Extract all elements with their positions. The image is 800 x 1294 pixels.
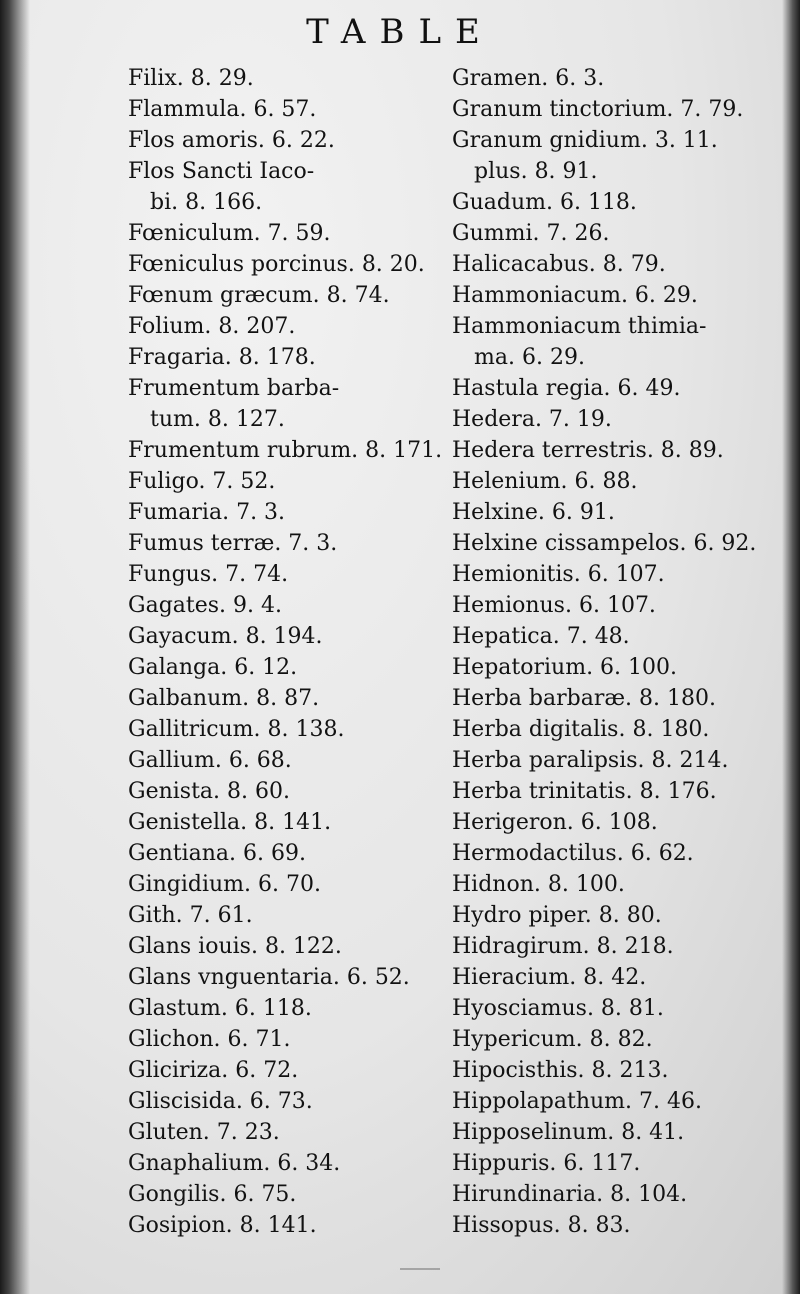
index-entry: Hippolapathum. 7. 46. <box>452 1089 702 1114</box>
index-entry: Helxine cissampelos. 6. 92. <box>452 531 757 556</box>
index-entry: Fœnum græcum. 8. 74. <box>128 283 390 308</box>
index-entry: Gagates. 9. 4. <box>128 593 282 618</box>
index-entry: Hidragirum. 8. 218. <box>452 934 674 959</box>
index-entry: Granum tinctorium. 7. 79. <box>452 97 744 122</box>
index-column-left <box>128 63 458 1241</box>
index-entry: Glans vnguentaria. 6. 52. <box>128 965 410 990</box>
index-entry: Gallium. 6. 68. <box>128 748 292 773</box>
index-entry: Hidnon. 8. 100. <box>452 872 625 897</box>
index-entry: plus. 8. 91. <box>474 159 598 184</box>
index-entry: Fœniculus porcinus. 8. 20. <box>128 252 425 277</box>
index-entry: Filix. 8. 29. <box>128 66 254 91</box>
index-entry: Gramen. 6. 3. <box>452 66 605 91</box>
index-entry: Folium. 8. 207. <box>128 314 296 339</box>
index-entry: Gummi. 7. 26. <box>452 221 610 246</box>
index-entry: Hipposelinum. 8. 41. <box>452 1120 685 1145</box>
index-entry: Flammula. 6. 57. <box>128 97 317 122</box>
index-entry: Gnaphalium. 6. 34. <box>128 1151 341 1176</box>
index-entry: Hedera. 7. 19. <box>452 407 612 432</box>
index-entry: Hepatorium. 6. 100. <box>452 655 678 680</box>
index-entry: Gingidium. 6. 70. <box>128 872 322 897</box>
index-entry: Herba digitalis. 8. 180. <box>452 717 710 742</box>
index-entry: Galbanum. 8. 87. <box>128 686 320 711</box>
index-entry: Herba trinitatis. 8. 176. <box>452 779 717 804</box>
index-entry: Granum gnidium. 3. 11. <box>452 128 718 153</box>
index-entry: Hermodactilus. 6. 62. <box>452 841 694 866</box>
index-entry: Galanga. 6. 12. <box>128 655 298 680</box>
index-entry: Fumaria. 7. 3. <box>128 500 286 525</box>
index-entry: Gith. 7. 61. <box>128 903 253 928</box>
index-entry: Guadum. 6. 118. <box>452 190 637 215</box>
index-entry: Hemionitis. 6. 107. <box>452 562 665 587</box>
index-entry: Frumentum barba- <box>128 376 340 401</box>
page-header: TABLE <box>306 12 494 52</box>
index-entry: ma. 6. 29. <box>474 345 585 370</box>
index-entry: Gosipion. 8. 141. <box>128 1213 317 1238</box>
index-entry: Hieracium. 8. 42. <box>452 965 647 990</box>
index-entry: Gayacum. 8. 194. <box>128 624 323 649</box>
index-entry: Herigeron. 6. 108. <box>452 810 658 835</box>
index-entry: Gliciriza. 6. 72. <box>128 1058 299 1083</box>
index-entry: Helxine. 6. 91. <box>452 500 615 525</box>
index-entry: Fumus terræ. 7. 3. <box>128 531 338 556</box>
index-entry: Frumentum rubrum. 8. 171. <box>128 438 443 463</box>
index-entry: Genistella. 8. 141. <box>128 810 332 835</box>
index-entry: Gliscisida. 6. 73. <box>128 1089 313 1114</box>
index-entry: bi. 8. 166. <box>150 190 263 215</box>
index-entry: Hypericum. 8. 82. <box>452 1027 653 1052</box>
index-entry: Hammoniacum. 6. 29. <box>452 283 698 308</box>
index-entry: Hedera terrestris. 8. 89. <box>452 438 724 463</box>
index-entry: Hydro piper. 8. 80. <box>452 903 662 928</box>
signature-mark <box>400 1268 440 1284</box>
index-entry: Gongilis. 6. 75. <box>128 1182 297 1207</box>
index-entry: Halicacabus. 8. 79. <box>452 252 666 277</box>
index-column-right <box>452 63 792 1241</box>
index-entry: Herba paralipsis. 8. 214. <box>452 748 729 773</box>
index-entry: Hirundinaria. 8. 104. <box>452 1182 688 1207</box>
index-entry: Fungus. 7. 74. <box>128 562 289 587</box>
index-entry: Hyosciamus. 8. 81. <box>452 996 664 1021</box>
index-entry: Hemionus. 6. 107. <box>452 593 656 618</box>
index-entry: Glans iouis. 8. 122. <box>128 934 342 959</box>
index-entry: tum. 8. 127. <box>150 407 285 432</box>
index-entry: Helenium. 6. 88. <box>452 469 638 494</box>
index-entry: Flos Sancti Iaco- <box>128 159 315 184</box>
index-entry: Hippuris. 6. 117. <box>452 1151 641 1176</box>
index-entry: Fuligo. 7. 52. <box>128 469 276 494</box>
index-entry: Hammoniacum thimia- <box>452 314 707 339</box>
page-gutter-shadow <box>0 0 30 1294</box>
index-entry: Gallitricum. 8. 138. <box>128 717 345 742</box>
index-entry: Fragaria. 8. 178. <box>128 345 316 370</box>
index-entry: Glastum. 6. 118. <box>128 996 312 1021</box>
index-entry: Hastula regia. 6. 49. <box>452 376 681 401</box>
index-entry: Herba barbaræ. 8. 180. <box>452 686 716 711</box>
index-entry: Glichon. 6. 71. <box>128 1027 291 1052</box>
index-entry: Gluten. 7. 23. <box>128 1120 280 1145</box>
index-entry: Hipocisthis. 8. 213. <box>452 1058 669 1083</box>
index-entry: Hissopus. 8. 83. <box>452 1213 631 1238</box>
index-entry: Fœniculum. 7. 59. <box>128 221 331 246</box>
index-entry: Genista. 8. 60. <box>128 779 291 804</box>
index-entry: Flos amoris. 6. 22. <box>128 128 335 153</box>
index-entry: Hepatica. 7. 48. <box>452 624 630 649</box>
index-entry: Gentiana. 6. 69. <box>128 841 306 866</box>
